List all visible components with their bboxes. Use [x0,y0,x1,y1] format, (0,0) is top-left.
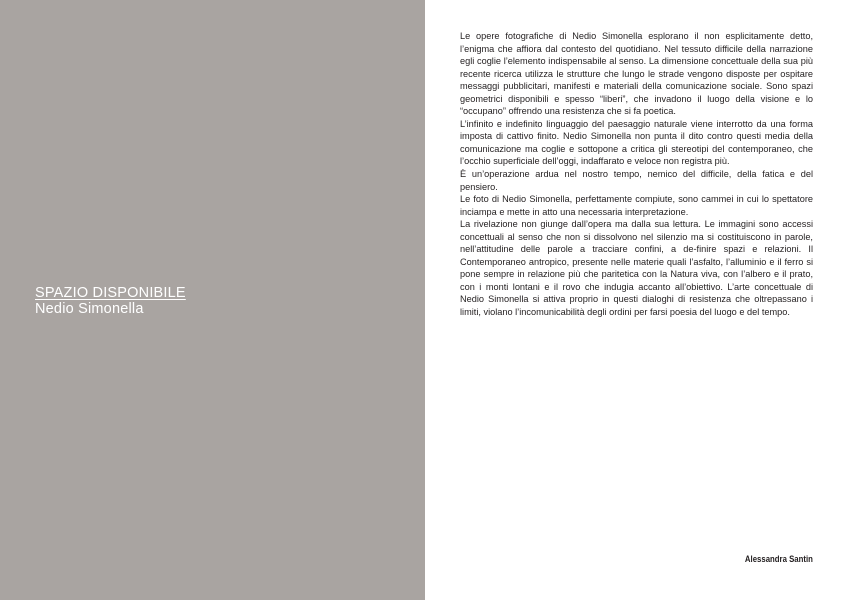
essay-text [460,30,813,319]
essay-paragraph: Le foto di Nedio Simonella, perfettamente compiute, sono cammei in cui lo spettatore inciampa e mette in atto una necessaria interpretazione. [460,194,813,217]
essay-paragraph: La rivelazione non giunge dall’opera ma dalla sua lettura. Le immagini sono accessi concettuali al senso che non si dissolvono nel silenzio ma si costituiscono in parole, nell’attitudine delle parole a tracciare confini, a de-finire spazi e relazioni. Il Contemporaneo antropico, presente nelle materie quali l’asfalto, l’alluminio e il ferro si pone sempre in relazione più che paritetica con la Natura viva, con l’albero e il prato, con i monti lontani e il rovo che indugia accanto all’obiettivo. L’arte concettuale di Nedio Simonella si attiva proprio in questi dialoghi di resistenza che oltrepassano i limiti, violano l’incomunicabilità degli ordini per farsi poesia del luogo e del tempo. [460,219,813,318]
artist-name: Nedio Simonella [35,301,144,317]
title-block [35,285,186,317]
essay-paragraph: L’infinito e indefinito linguaggio del paesaggio naturale viene interrotto da una forma imposta di cattivo finito. Nedio Simonella non punta il dito contro questi media della comunicazione ma coglie e sottopone a critica gli stereotipi del contemporaneo, che l’occhio superficiale dell’oggi, indaffarato e veloce non registra più. [460,118,813,167]
essay-paragraph: Le opere fotografiche di Nedio Simonella esplorano il non esplicitamente detto, l’enigma che affiora dal contesto del quotidiano. Nel tessuto difficile della narrazione egli coglie l’elemento indispensabile al senso. La dimensione concettuale della sua più recente ricerca utilizza le strutture che lungo le strade vengono disposte per ospitare messaggi pubblicitari, manifesti e materiali della comunicazione sociale. Sono spazi geometrici disponibili e spesso “liberi”, che invadono il luogo della visione e lo “occupano” offrendo una resistenza che si fa poetica. [460,31,813,117]
exhibition-title: SPAZIO DISPONIBILE [35,285,186,301]
essay-paragraph: È un’operazione ardua nel nostro tempo, nemico del difficile, della fatica e del pensiero. [460,169,813,192]
essay-author-signature: Alessandra Santin [745,554,813,565]
